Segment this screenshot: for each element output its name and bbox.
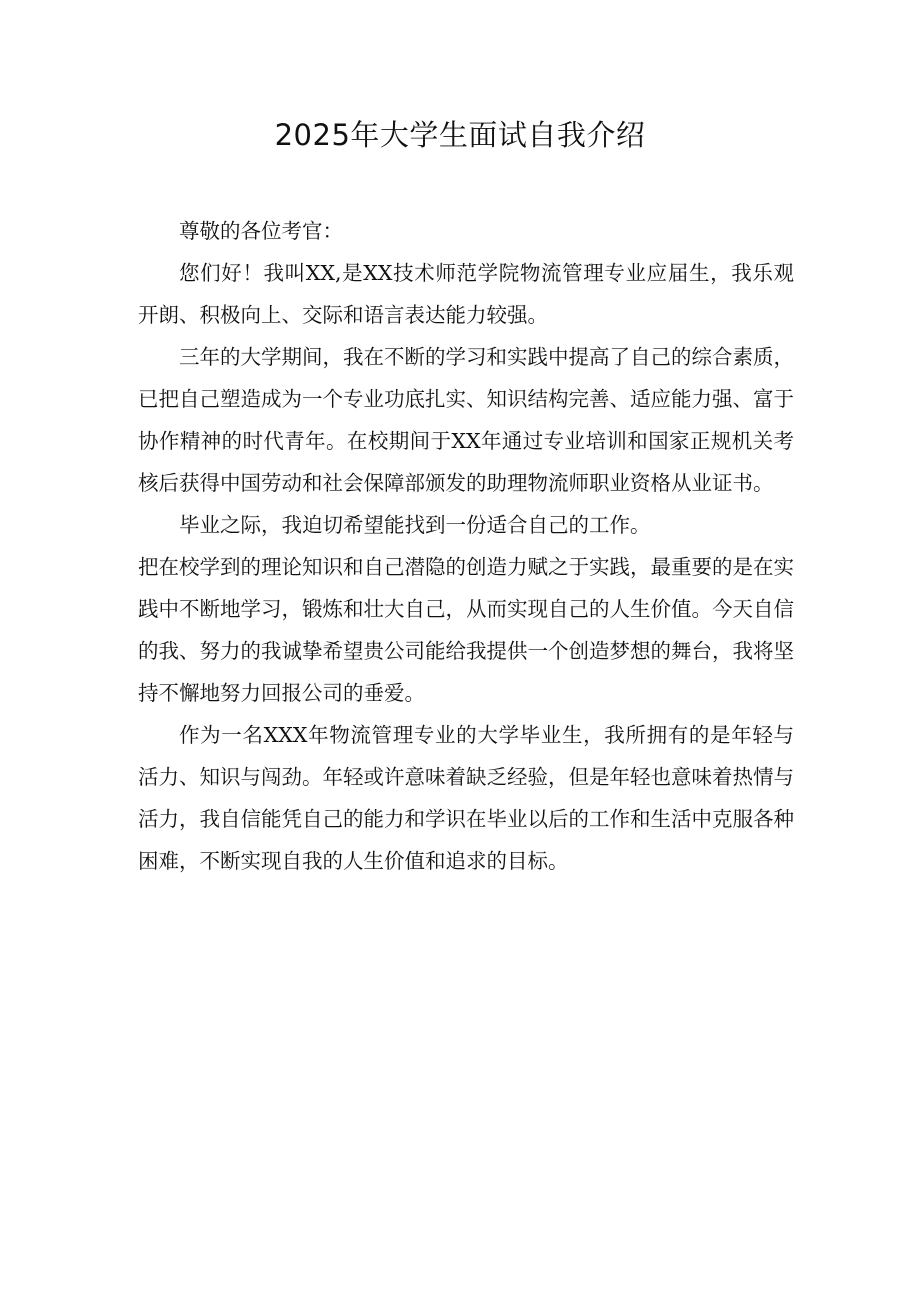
document-title: 2025年大学生面试自我介绍 — [274, 118, 646, 152]
document-body — [138, 210, 794, 882]
greeting-paragraph: 您们好！我叫XX,是XX技术师范学院物流管理专业应届生，我乐观开朗、积极向上、交际和语言表达能力较强。 — [138, 261, 794, 327]
practice-value-paragraph: 把在校学到的理论知识和自己潜隐的创造力赋之于实践，最重要的是在实践中不断地学习，锻炼和壮大自己，从而实现自己的人生价值。今天自信的我、努力的我诚挚希望贵公司能给我提供一个创造梦想的舞台，我将坚持不懈地努力回报公司的垂爱。 — [138, 555, 794, 705]
university-experience-paragraph: 三年的大学期间，我在不断的学习和实践中提高了自己的综合素质，已把自己塑造成为一个专业功底扎实、知识结构完善、适应能力强、富于协作精神的时代青年。在校期间于XX年通过专业培训和国家正规机关考核后获得中国劳动和社会保障部颁发的助理物流师职业资格从业证书。 — [138, 345, 794, 495]
salutation-paragraph: 尊敬的各位考官： — [179, 219, 343, 243]
closing-paragraph: 作为一名XXX年物流管理专业的大学毕业生，我所拥有的是年轻与活力、知识与闯劲。年轻或许意味着缺乏经验，但是年轻也意味着热情与活力，我自信能凭自己的能力和学识在毕业以后的工作和生活中克服各种困难，不断实现自我的人生价值和追求的目标。 — [138, 723, 794, 873]
graduation-wish-paragraph: 毕业之际，我迫切希望能找到一份适合自己的工作。 — [179, 513, 651, 537]
